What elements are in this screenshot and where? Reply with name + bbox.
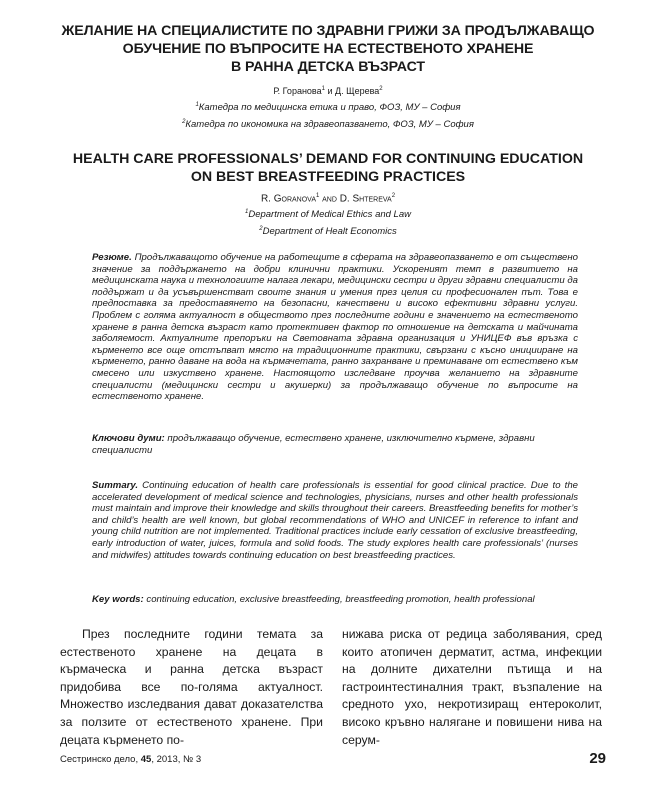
title-bg-line: ОБУЧЕНИЕ ПО ВЪПРОСИТЕ НА ЕСТЕСТВЕНОТО ХРАНЕНЕ	[122, 41, 534, 57]
keywords-label: Key words:	[92, 594, 144, 605]
author-name: D. Shtereva	[339, 193, 392, 205]
body-column-right: нижава риска от редица заболявания, сред които атопичен дерматит, астма, инфекции на долните дихателни пътища и на гастроинтестиналния тракт, възпаление на средното ухо, некротизиращ ентероколит, високо кръвно налягане и повишени нива на серум-	[342, 627, 602, 747]
title-en-line: ON BEST BREASTFEEDING PRACTICES	[190, 169, 466, 185]
affiliation-line: $^1$Катедра по медицинска етика и право, ФОЗ, МУ – София	[195, 102, 461, 114]
title-en-line: HEALTH CARE PROFESSIONALS’ DEMAND FOR CONTINUING EDUCATION	[72, 151, 584, 167]
abstract-text: Продължаващото обучение на работещите в сферата на здравеопазването е от съществено значение за поддържането на добри клинични практики. Ускореният темп в развитието на медицинската наука и технологиите налага лекари, медицински сестри и други здравни специалисти да поддържат и да усъвършенстват своите знания и умения през целия си професионален път. Това е предпоставка за предоставянето на безопасни, качествени и високо ефективни здравни услуги. Проблем с голяма актуалност в обществото през последните години е значението на естественото хранене в ранна детска възраст като протективен фактор по отношение на детската и майчината заболяемост. Актуалните препоръки на Световната здравна организация и УНИЦЕФ във връзка с кърменето все още отстъпват място на традиционните практики, свързани с късно иницииране на кърменето, ранно даване на вода на кърмачетата, ранно захранване и преминаване от естествено към смесено или изкуствено хранене. Настоящото изследване проучва желанието на здравните специалисти (медицински сестри и акушерки) за продължаващо обучение по въпросите на естественото хранене.	[92, 252, 579, 403]
author-conjunction: и	[327, 86, 333, 96]
affiliations-en	[40, 205, 616, 239]
page-footer	[60, 750, 606, 770]
summary-label: Summary.	[92, 480, 139, 491]
journal-name: Сестринско дело,	[60, 754, 139, 765]
author-name: Д. Щерева	[335, 86, 380, 96]
affiliations-bg	[40, 98, 616, 132]
author-name: R. Goranova	[260, 193, 316, 205]
keywords-text: continuing education, exclusive breastfeeding, breastfeeding promotion, health professional	[146, 594, 535, 605]
affiliation-line: $^1$Department of Medical Ethics and Law	[245, 209, 411, 221]
abstract-bg	[92, 252, 578, 403]
article-title-en	[40, 150, 616, 186]
title-bg-line: ЖЕЛАНИЕ НА СПЕЦИАЛИСТИТЕ ПО ЗДРАВНИ ГРИЖИ ЗА ПРОДЪЛЖАВАЩО	[61, 23, 595, 39]
title-bg-line: В РАННА ДЕТСКА ВЪЗРАСТ	[231, 59, 425, 75]
summary-en	[92, 480, 578, 561]
authors-en: R. Goranova$^1$ and D. Shtereva$^2$	[260, 193, 396, 205]
journal-volume: 45	[140, 754, 152, 765]
summary-text: Continuing education of health care professionals is essential for good clinical practice. Due to the accelerated development of medical science and technologies, physicians, nurses and other health professionals must maintain and improve their knowledge and skills throughout their careers. Breastfeeding benefits for mother’s and child’s health are well known, but global recommendations of WHO and UNICEF in reference to infant and young child nutrition are not implemented. Traditional practices include early cessation of exclusive breastfeeding, early introduction of water, juices, formula and solid foods. The study explores health care professionals’ (nurses and midwifes) attitudes towards continuing education on best breastfeeding practices.	[92, 480, 578, 561]
abstract-label: Резюме.	[92, 252, 132, 263]
article-title-bg	[40, 22, 616, 76]
keywords-en	[92, 594, 592, 606]
affiliation-line: $^2$Катедра по икономика на здравеопазването, ФОЗ, МУ – София	[182, 119, 474, 131]
keywords-bg	[92, 433, 578, 456]
body-column-left: През последните години темата за естественото хранене на децата в кърмаческа и ранна детска възраст придобива все по-голяма актуалност. Множество изследвания дават доказателства за ползите от естественото хранене. При децата кърменето по-	[60, 627, 323, 747]
authors-bg: Р. Горанова$^1$ и Д. Щерева$^2$	[273, 86, 383, 96]
page-number: 29	[589, 750, 606, 767]
keywords-label: Ключови думи:	[92, 433, 165, 444]
keywords-text: продължаващо обучение, естествено хранене, изключително кърмене, здравни специалисти	[92, 433, 535, 456]
affiliation-line: $^2$Department of Healt Economics	[259, 226, 397, 238]
journal-year-issue: , 2013, № 3	[151, 754, 202, 765]
journal-citation	[60, 754, 201, 765]
author-name: Р. Горанова	[273, 86, 322, 96]
author-conjunction: and	[322, 193, 337, 205]
